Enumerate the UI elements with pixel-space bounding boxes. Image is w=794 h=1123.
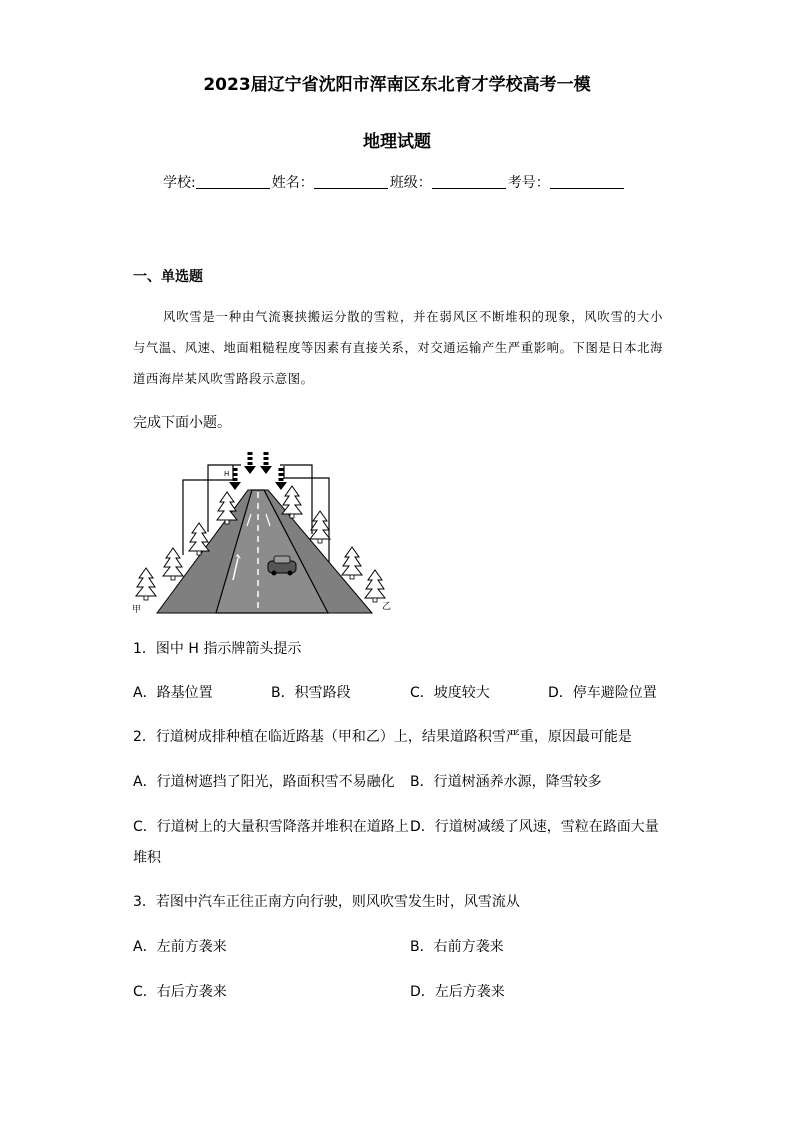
q1-option-b[interactable]: B．积雪路段 bbox=[271, 685, 351, 701]
q3-option-b[interactable]: B．右前方袭来 bbox=[410, 939, 504, 955]
label-h: H bbox=[224, 470, 230, 478]
name-blank[interactable] bbox=[314, 174, 388, 189]
q3-option-d[interactable]: D．左后方袭来 bbox=[410, 984, 505, 1000]
q1-option-c[interactable]: C．坡度较大 bbox=[410, 685, 490, 701]
class-blank[interactable] bbox=[432, 174, 506, 189]
student-info-row bbox=[163, 172, 626, 192]
q2-option-d-continued: 堆积 bbox=[133, 850, 161, 866]
exam-no-label: 考号： bbox=[507, 175, 550, 191]
label-jia: 甲 bbox=[132, 605, 142, 614]
school-blank[interactable] bbox=[196, 174, 270, 189]
q3-option-a[interactable]: A．左前方袭来 bbox=[133, 939, 227, 955]
label-yi: 乙 bbox=[382, 602, 392, 612]
school-label: 学校: bbox=[163, 175, 196, 191]
q2-option-a[interactable]: A．行道树遮挡了阳光，路面积雪不易融化 bbox=[133, 774, 395, 790]
road-diagram bbox=[132, 452, 397, 618]
reading-passage: 风吹雪是一种由气流裹挟搬运分散的雪粒，并在弱风区不断堆积的现象，风吹雪的大小与气温、风速、地面粗糙程度等因素有直接关系，对交通运输产生严重影响。下图是日本北海道西海岸某风吹雪路段示意图。 bbox=[133, 310, 663, 386]
question-1-stem: 1．图中 H 指示牌箭头提示 bbox=[133, 641, 302, 657]
passage-prompt: 完成下面小题。 bbox=[133, 415, 231, 431]
name-label: 姓名： bbox=[271, 175, 314, 191]
q2-option-d[interactable]: D．行道树减缓了风速，雪粒在路面大量 bbox=[410, 819, 659, 835]
document-subtitle: 地理试题 bbox=[363, 132, 431, 152]
section-title: 一、单选题 bbox=[133, 269, 203, 285]
q2-option-b[interactable]: B．行道树涵养水源，降雪较多 bbox=[410, 774, 602, 790]
class-label: 班级： bbox=[389, 175, 432, 191]
q3-option-c[interactable]: C．右后方袭来 bbox=[133, 984, 227, 1000]
exam-no-blank[interactable] bbox=[550, 174, 624, 189]
q1-option-d[interactable]: D．停车避险位置 bbox=[548, 685, 657, 701]
q2-option-c[interactable]: C．行道树上的大量积雪降落并堆积在道路上 bbox=[133, 819, 409, 835]
document-title: 2023届辽宁省沈阳市浑南区东北育才学校高考一模 bbox=[203, 75, 591, 95]
question-2-stem: 2．行道树成排种植在临近路基（甲和乙）上，结果道路积雪严重，原因最可能是 bbox=[133, 729, 632, 745]
q1-option-a[interactable]: A．路基位置 bbox=[133, 685, 213, 701]
question-3-stem: 3．若图中汽车正往正南方向行驶，则风吹雪发生时，风雪流从 bbox=[133, 894, 520, 910]
